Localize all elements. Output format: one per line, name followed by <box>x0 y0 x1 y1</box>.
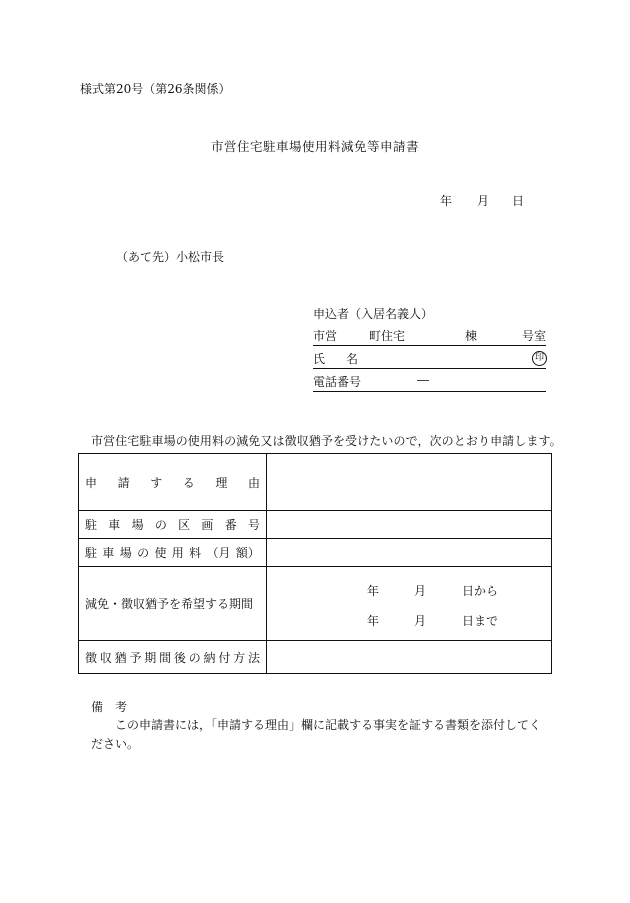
period-to-month: 月 <box>414 614 427 628</box>
period-to-year: 年 <box>367 614 380 628</box>
form-number: 様式第20号（第26条関係） <box>80 82 231 96</box>
address-building: 棟 <box>465 329 478 343</box>
fee-label-cell <box>79 539 267 567</box>
payment-row <box>79 641 552 674</box>
period-to-suffix: 日まで <box>462 614 499 628</box>
period-input-cell[interactable] <box>267 567 552 641</box>
date-month-label: 月 <box>477 194 490 208</box>
period-box <box>267 567 551 640</box>
payment-input-cell[interactable] <box>267 641 552 674</box>
lot-input-cell[interactable] <box>267 511 552 539</box>
address-prefix: 市営 <box>313 329 338 343</box>
period-label: 減免・徴収猶予を希望する期間 <box>85 597 254 611</box>
phone-label: 電話番号 <box>313 375 362 389</box>
name-label-2: 名 <box>346 352 359 366</box>
phone-dash: ― <box>417 373 429 387</box>
address-town: 町住宅 <box>369 329 406 343</box>
fee-row <box>79 539 552 567</box>
seal-mark: 印 <box>532 351 547 366</box>
lot-label: 駐 車 場 の 区 画 番 号 <box>85 518 260 532</box>
date-year-label: 年 <box>440 194 453 208</box>
remarks-body: この申請書には，「申請する理由」欄に記載する事実を証する書類を添付してください。 <box>91 718 542 751</box>
name-label-1: 氏 <box>313 352 326 366</box>
document-title: 市営住宅駐車場使用料減免等申請書 <box>210 139 419 154</box>
period-row <box>79 567 552 641</box>
reason-row <box>79 454 552 511</box>
applicant-name-line <box>313 350 546 369</box>
addressee: （あて先）小松市長 <box>116 250 225 264</box>
period-from-month: 月 <box>414 584 427 598</box>
period-from-suffix: 日から <box>462 584 499 598</box>
lot-row <box>79 511 552 539</box>
lot-label-cell <box>79 511 267 539</box>
fee-label: 駐 車 場 の 使 用 料 （月 額） <box>85 546 260 560</box>
applicant-phone-line <box>313 373 546 392</box>
applicant-address-line <box>313 327 546 346</box>
application-table <box>78 453 552 674</box>
period-from-year: 年 <box>367 584 380 598</box>
reason-label-cell <box>79 454 267 511</box>
payment-label: 徴 収 猶 予 期 間 後 の 納 付 方 法 <box>85 650 260 665</box>
reason-input-cell[interactable] <box>267 454 552 511</box>
address-room: 号室 <box>522 329 547 343</box>
intro-text: 市営住宅駐車場の使用料の減免又は徴収猶予を受けたいので，次のとおり申請します。 <box>91 434 562 448</box>
payment-label-cell <box>79 641 267 674</box>
applicant-heading: 申込者（入居名義人） <box>313 307 434 321</box>
date-day-label: 日 <box>512 194 525 208</box>
fee-input-cell[interactable] <box>267 539 552 567</box>
remarks-heading: 備 考 <box>91 700 128 714</box>
period-label-cell <box>79 567 267 641</box>
reason-label: 申 請 す る 理 由 <box>85 475 260 490</box>
